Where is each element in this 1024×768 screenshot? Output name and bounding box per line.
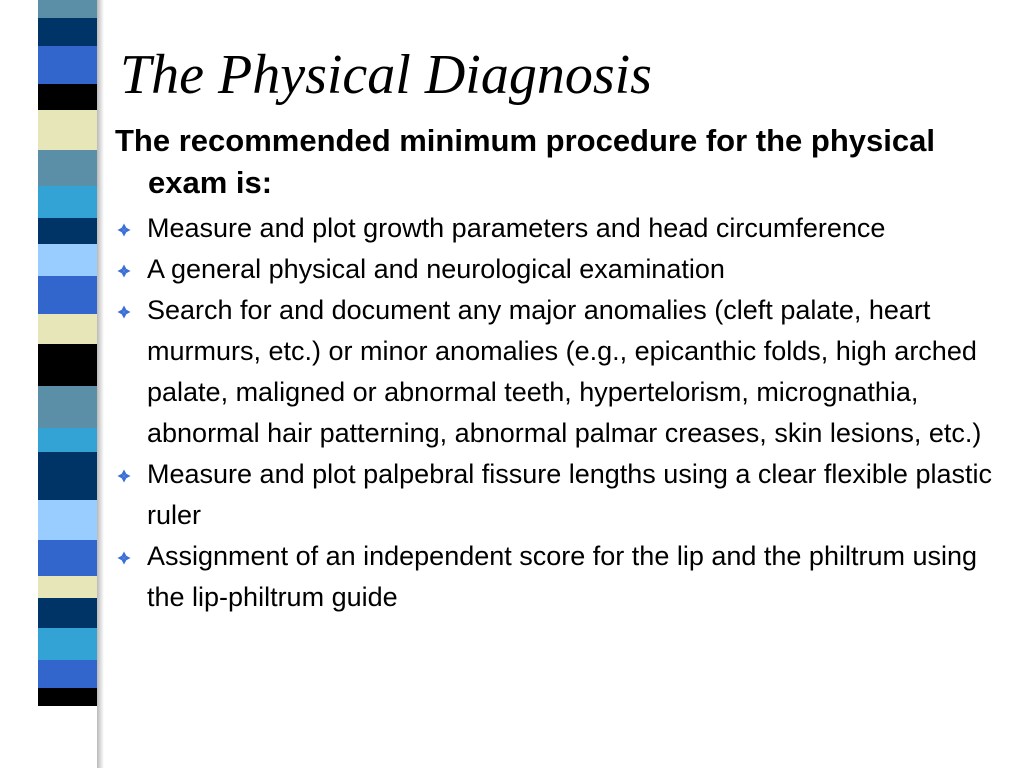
diamond-bullet-icon (117, 264, 131, 278)
diamond-bullet-icon (117, 551, 131, 565)
diamond-bullet-icon (117, 223, 131, 237)
bullet-item (115, 249, 1010, 290)
stripe-band (38, 540, 97, 576)
slide-body (115, 120, 1010, 618)
stripe-band (38, 688, 97, 706)
stripe-band (38, 84, 97, 110)
stripe-band (38, 18, 97, 46)
stripe-band (38, 218, 97, 244)
slide-title: The Physical Diagnosis (120, 44, 652, 106)
bullet-text: Assignment of an independent score for the lip and the philtrum using the lip-philtrum guide (147, 541, 978, 612)
stripe-band (38, 598, 97, 628)
stripe-band (38, 628, 97, 660)
stripe-band (38, 244, 97, 276)
stripe-band (38, 452, 97, 500)
stripe-band (38, 150, 97, 186)
bullet-text: Search for and document any major anomalies (cleft palate, heart murmurs, etc.) or minor anomalies (e.g., epicanthic folds, high arched palate, maligned or abnormal teeth, hypertelorism, micrognathia, abnormal hair patterning, abnormal palmar creases, skin lesions, etc.) (147, 295, 982, 448)
stripe-band (38, 314, 97, 344)
stripe-band (38, 428, 97, 452)
stripe-band (38, 576, 97, 598)
bullet-item (115, 208, 1010, 249)
stripe-band (38, 276, 97, 314)
lead-paragraph: The recommended minimum procedure for the physical exam is: (115, 123, 935, 200)
bullet-list (115, 208, 1010, 618)
bullet-item (115, 536, 1010, 618)
stripe-band (38, 500, 97, 540)
diamond-bullet-icon (117, 305, 131, 319)
stripe-band (38, 344, 97, 386)
bullet-item (115, 454, 1010, 536)
stripe-band (38, 0, 97, 18)
bullet-text: Measure and plot growth parameters and head circumference (147, 213, 886, 243)
decorative-stripe-bar (38, 0, 97, 768)
stripe-shadow (97, 0, 104, 768)
stripe-band (38, 660, 97, 688)
diamond-bullet-icon (117, 469, 131, 483)
stripe-band (38, 110, 97, 150)
bullet-text: Measure and plot palpebral fissure lengths using a clear flexible plastic ruler (147, 459, 992, 530)
bullet-item (115, 290, 1010, 454)
stripe-band (38, 186, 97, 218)
bullet-text: A general physical and neurological examination (147, 254, 725, 284)
stripe-band (38, 46, 97, 84)
stripe-band (38, 386, 97, 428)
